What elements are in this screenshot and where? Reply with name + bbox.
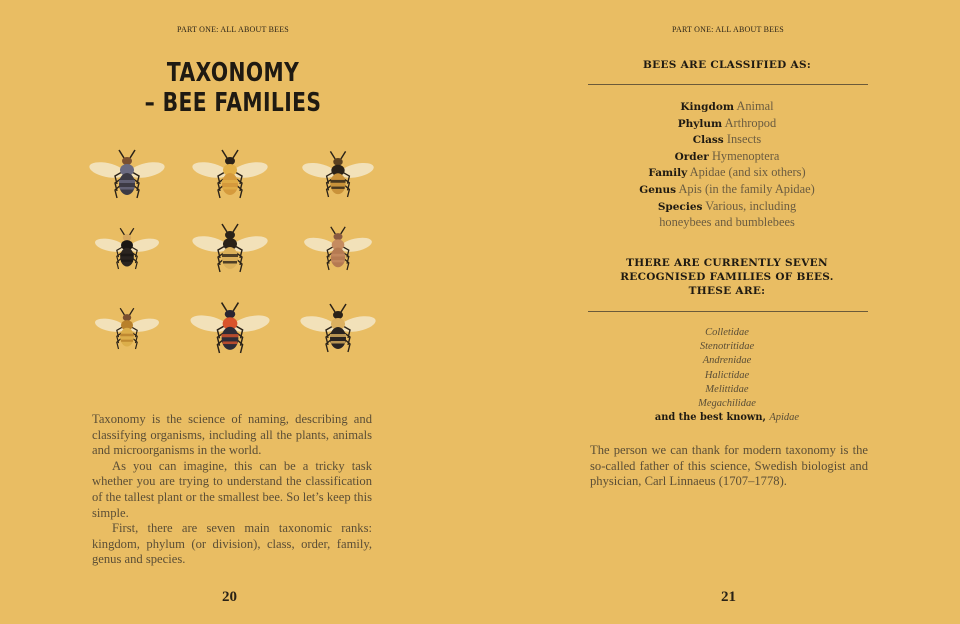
divider — [588, 84, 868, 85]
bee-antenna — [341, 227, 346, 234]
bee-abdomen — [330, 173, 345, 194]
classification-tail: honeybees and bumblebees — [659, 215, 795, 230]
rank-value: Animal — [733, 99, 774, 113]
bee-stripe — [330, 334, 346, 337]
bee-antenna — [130, 228, 134, 235]
classification-heading: BEES ARE CLASSIFIED AS: — [642, 59, 812, 71]
divider — [588, 311, 868, 312]
bee-antenna — [119, 150, 124, 158]
classification-list — [587, 99, 867, 231]
bee-stripe — [120, 187, 134, 190]
bee-abdomen — [222, 327, 239, 350]
bee-head — [333, 158, 343, 166]
linnaeus-paragraph: The person we can thank for modern taxonomy is the so-called father of this science, Swedish biologist and physician, Carl Linnaeus (1707–1778). — [590, 443, 868, 489]
families-heading — [587, 256, 867, 298]
bee-head — [225, 231, 235, 239]
rank-value: Apis (in the family Apidae) — [676, 181, 815, 196]
family-item: Stenotritidae — [699, 341, 755, 353]
paragraph: As you can imagine, this can be a tricky task whether you are trying to understand the classification of the tallest plant or the smallest bee. So let’s keep this simple. — [92, 458, 372, 520]
bee-antenna — [222, 303, 227, 311]
family-item: Andrenidae — [702, 355, 752, 367]
right-page — [480, 0, 960, 624]
bee-head — [123, 234, 132, 241]
rank-label: Genus — [639, 183, 677, 196]
rank-label: Order — [674, 150, 709, 163]
family-item: Megachilidae — [698, 398, 756, 410]
bee-stripe — [223, 341, 238, 344]
classification-item — [587, 99, 867, 116]
families-list — [587, 326, 867, 425]
bee-antenna — [233, 150, 238, 158]
bee-icon — [191, 224, 269, 272]
classification-item — [587, 116, 867, 133]
rank-value: Apidae (and six others) — [687, 165, 806, 180]
body-text — [92, 412, 372, 568]
bee-antenna — [130, 150, 135, 158]
bee-abdomen — [120, 248, 134, 267]
bee-icon — [191, 150, 269, 198]
family-item: Colletidae — [705, 327, 749, 338]
bee-icon — [301, 151, 375, 197]
bee-stripe — [331, 187, 344, 189]
bee-abdomen — [330, 327, 346, 349]
rank-value: Insects — [723, 132, 762, 147]
page-number: 20 — [222, 589, 237, 605]
family-item: Halictidae — [704, 369, 750, 381]
classification-item — [587, 165, 867, 182]
classification-item — [587, 149, 867, 166]
bee-head — [333, 311, 343, 319]
family-name: Apidae — [769, 412, 800, 424]
bee-stripe — [223, 261, 237, 264]
bee-stripe — [222, 334, 239, 337]
bee-stripe — [120, 334, 134, 337]
bee-antenna — [233, 224, 238, 232]
bee-abdomen — [222, 173, 238, 195]
running-head: PART ONE: ALL ABOUT BEES — [177, 25, 289, 34]
bee-antenna — [341, 151, 346, 159]
bee-stripe — [332, 260, 345, 262]
bee-icon — [94, 308, 160, 349]
bee-icon — [88, 150, 166, 198]
running-head: PART ONE: ALL ABOUT BEES — [672, 25, 784, 34]
rank-value: Hymenoptera — [708, 148, 780, 163]
bee-antenna — [330, 304, 335, 312]
bee-stripe — [121, 260, 133, 262]
bee-illustrations — [0, 0, 480, 400]
classification-item — [587, 182, 867, 199]
bee-abdomen — [120, 328, 134, 347]
bee-abdomen — [331, 248, 345, 268]
bee-stripe — [120, 254, 134, 257]
heading-line: THESE ARE: — [688, 285, 766, 297]
rank-value: Various, including — [702, 198, 797, 213]
bee-icon — [303, 227, 373, 270]
bee-icon — [299, 304, 377, 352]
bee-antenna — [341, 304, 346, 312]
bee-stripe — [223, 187, 237, 190]
bee-head — [225, 310, 236, 318]
page-number: 21 — [721, 589, 736, 605]
bee-stripe — [119, 180, 135, 183]
bee-antenna — [120, 228, 124, 235]
title-line-2: – BEE FAMILIES — [144, 88, 322, 118]
bee-icon — [94, 228, 160, 269]
bee-antenna — [233, 303, 238, 311]
bee-antenna — [120, 308, 124, 315]
rank-label: Species — [657, 200, 703, 213]
paragraph: First, there are seven main taxonomic ranks: kingdom, phylum (or division), class, order, family, genus and species. — [92, 521, 372, 567]
bee-antenna — [331, 227, 336, 234]
bee-head — [225, 157, 235, 165]
classification-item — [587, 132, 867, 149]
bee-stripe — [331, 341, 345, 344]
bee-abdomen — [119, 173, 135, 195]
bee-head — [122, 157, 132, 165]
rank-label: Family — [648, 167, 688, 180]
bee-antenna — [222, 150, 227, 158]
bee-stripe — [121, 340, 133, 342]
bee-head — [123, 314, 132, 321]
rank-label: Phylum — [677, 117, 723, 130]
rank-label: Class — [692, 134, 724, 147]
heading-line: RECOGNISED FAMILIES OF BEES. — [620, 271, 834, 283]
bee-stripe — [331, 254, 345, 257]
family-item: Melittidae — [705, 383, 749, 395]
paragraph: Taxonomy is the science of naming, describing and classifying organisms, including all the plants, animals and microorganisms in the world. — [92, 412, 372, 458]
rank-value: Arthropod — [722, 115, 777, 130]
bee-antenna — [130, 308, 134, 315]
family-item-apidae — [587, 411, 867, 425]
bee-stripe — [330, 180, 345, 183]
rank-label: Kingdom — [680, 101, 734, 113]
title-line-1: TAXONOMY — [166, 58, 300, 88]
heading-line: THERE ARE CURRENTLY SEVEN — [626, 257, 828, 269]
bee-stripe — [222, 254, 238, 257]
classification-item — [587, 199, 867, 216]
bee-icon — [189, 303, 271, 353]
bee-head — [334, 233, 343, 240]
bee-antenna — [330, 151, 335, 159]
bee-stripe — [222, 180, 238, 183]
bee-antenna — [222, 224, 227, 232]
family-prefix: and the best known, — [654, 412, 770, 424]
bee-abdomen — [222, 247, 238, 269]
